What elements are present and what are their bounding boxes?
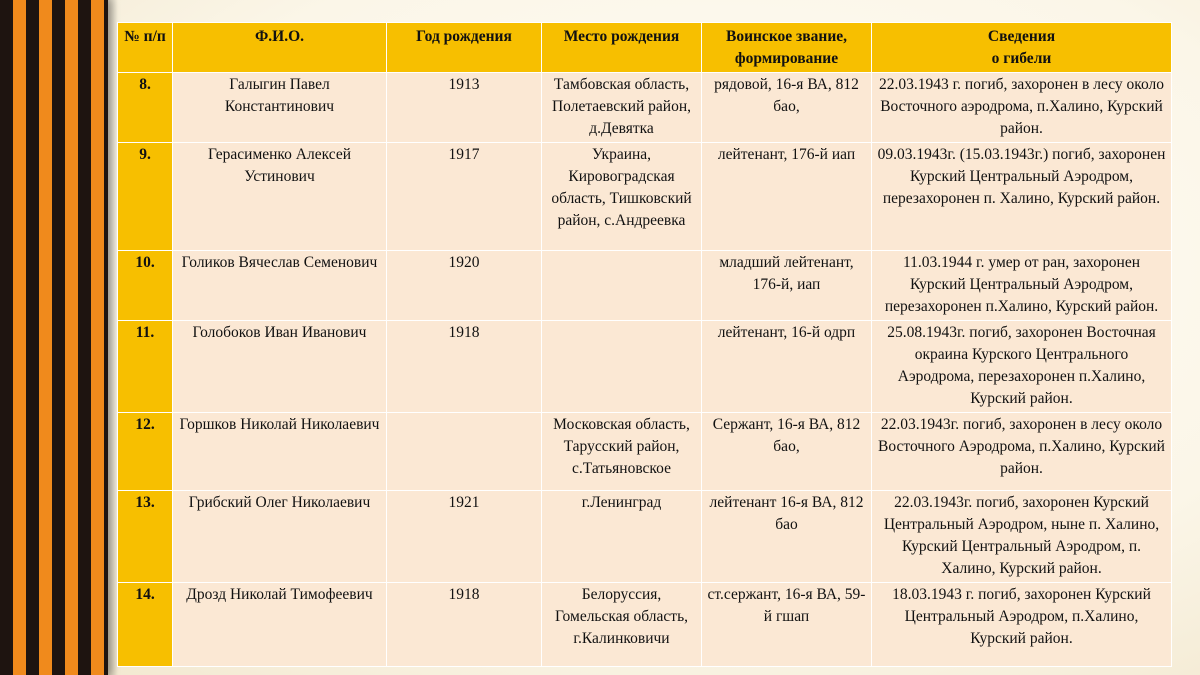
cell-num: 9. xyxy=(118,143,173,251)
cell-death-info: 18.03.1943 г. погиб, захоронен Курский Центральный Аэродром, п.Халино, Курский район. xyxy=(872,583,1172,667)
cell-death-info: 09.03.1943г. (15.03.1943г.) погиб, захоронен Курский Центральный Аэродром, перезахоронен п. Халино, Курский район. xyxy=(872,143,1172,251)
cell-birth-place: Белоруссия, Гомельская область, г.Калинковичи xyxy=(542,583,702,667)
header-rank-line2: формирование xyxy=(734,50,839,67)
cell-death-info: 25.08.1943г. погиб, захоронен Восточная окраина Курского Центрального Аэродрома, перезахоронен п.Халино, Курский район. xyxy=(872,321,1172,413)
cell-birth-place: г.Ленинград xyxy=(542,491,702,583)
cell-rank: младший лейтенант, 176-й, иап xyxy=(702,251,872,321)
header-death-line1: Сведения xyxy=(987,28,1056,45)
cell-death-info: 22.03.1943г. погиб, захоронен в лесу около Восточного Аэродрома, п.Халино, Курский район. xyxy=(872,413,1172,491)
cell-birth-place: Украина, Кировоградская область, Тишковский район, с.Андреевка xyxy=(542,143,702,251)
cell-name: Голобоков Иван Иванович xyxy=(173,321,387,413)
header-birth-year: Год рождения xyxy=(387,23,542,73)
header-birth-place: Место рождения xyxy=(542,23,702,73)
table-row xyxy=(118,251,1172,321)
cell-name: Грибский Олег Николаевич xyxy=(173,491,387,583)
cell-birth-year: 1918 xyxy=(387,583,542,667)
cell-birth-year: 1917 xyxy=(387,143,542,251)
cell-death-info: 22.03.1943г. погиб, захоронен Курский Центральный Аэродром, ныне п. Халино, Курский Центральный Аэродром, п. Халино, Курский район. xyxy=(872,491,1172,583)
cell-num: 12. xyxy=(118,413,173,491)
cell-name: Дрозд Николай Тимофеевич xyxy=(173,583,387,667)
table-row xyxy=(118,143,1172,251)
header-rank xyxy=(702,23,872,73)
cell-name: Голиков Вячеслав Семенович xyxy=(173,251,387,321)
cell-num: 8. xyxy=(118,73,173,143)
cell-birth-place xyxy=(542,321,702,413)
table-row xyxy=(118,73,1172,143)
header-rank-line1: Воинское звание, xyxy=(725,28,848,45)
table-row xyxy=(118,583,1172,667)
cell-name: Галыгин Павел Константинович xyxy=(173,73,387,143)
header-death-info xyxy=(872,23,1172,73)
header-death-line2: о гибели xyxy=(991,50,1052,67)
cell-birth-year: 1920 xyxy=(387,251,542,321)
cell-birth-year xyxy=(387,413,542,491)
cell-num: 11. xyxy=(118,321,173,413)
cell-rank: Сержант, 16-я ВА, 812 бао, xyxy=(702,413,872,491)
table-header-row xyxy=(118,23,1172,73)
cell-num: 14. xyxy=(118,583,173,667)
table-row xyxy=(118,491,1172,583)
cell-death-info: 22.03.1943 г. погиб, захоронен в лесу около Восточного аэродрома, п.Халино, Курский район. xyxy=(872,73,1172,143)
cell-rank: лейтенант, 176-й иап xyxy=(702,143,872,251)
memorial-table xyxy=(117,22,1172,667)
cell-birth-place xyxy=(542,251,702,321)
cell-birth-year: 1921 xyxy=(387,491,542,583)
table-row xyxy=(118,321,1172,413)
cell-birth-place: Тамбовская область, Полетаевский район, д.Девятка xyxy=(542,73,702,143)
cell-rank: лейтенант, 16-й одрп xyxy=(702,321,872,413)
cell-name: Герасименко Алексей Устинович xyxy=(173,143,387,251)
cell-birth-year: 1913 xyxy=(387,73,542,143)
header-name: Ф.И.О. xyxy=(173,23,387,73)
cell-birth-place: Московская область, Тарусский район, с.Татьяновское xyxy=(542,413,702,491)
cell-num: 13. xyxy=(118,491,173,583)
cell-num: 10. xyxy=(118,251,173,321)
cell-rank: лейтенант 16-я ВА, 812 бао xyxy=(702,491,872,583)
table-row xyxy=(118,413,1172,491)
cell-death-info: 11.03.1944 г. умер от ран, захоронен Курский Центральный Аэродром, перезахоронен п.Халино, Курский район. xyxy=(872,251,1172,321)
cell-birth-year: 1918 xyxy=(387,321,542,413)
cell-name: Горшков Николай Николаевич xyxy=(173,413,387,491)
header-num: № п/п xyxy=(118,23,173,73)
memorial-table-container xyxy=(117,22,1171,667)
cell-rank: рядовой, 16-я ВА, 812 бао, xyxy=(702,73,872,143)
cell-rank: ст.сержант, 16-я ВА, 59-й гшап xyxy=(702,583,872,667)
st-george-ribbon xyxy=(0,0,108,675)
